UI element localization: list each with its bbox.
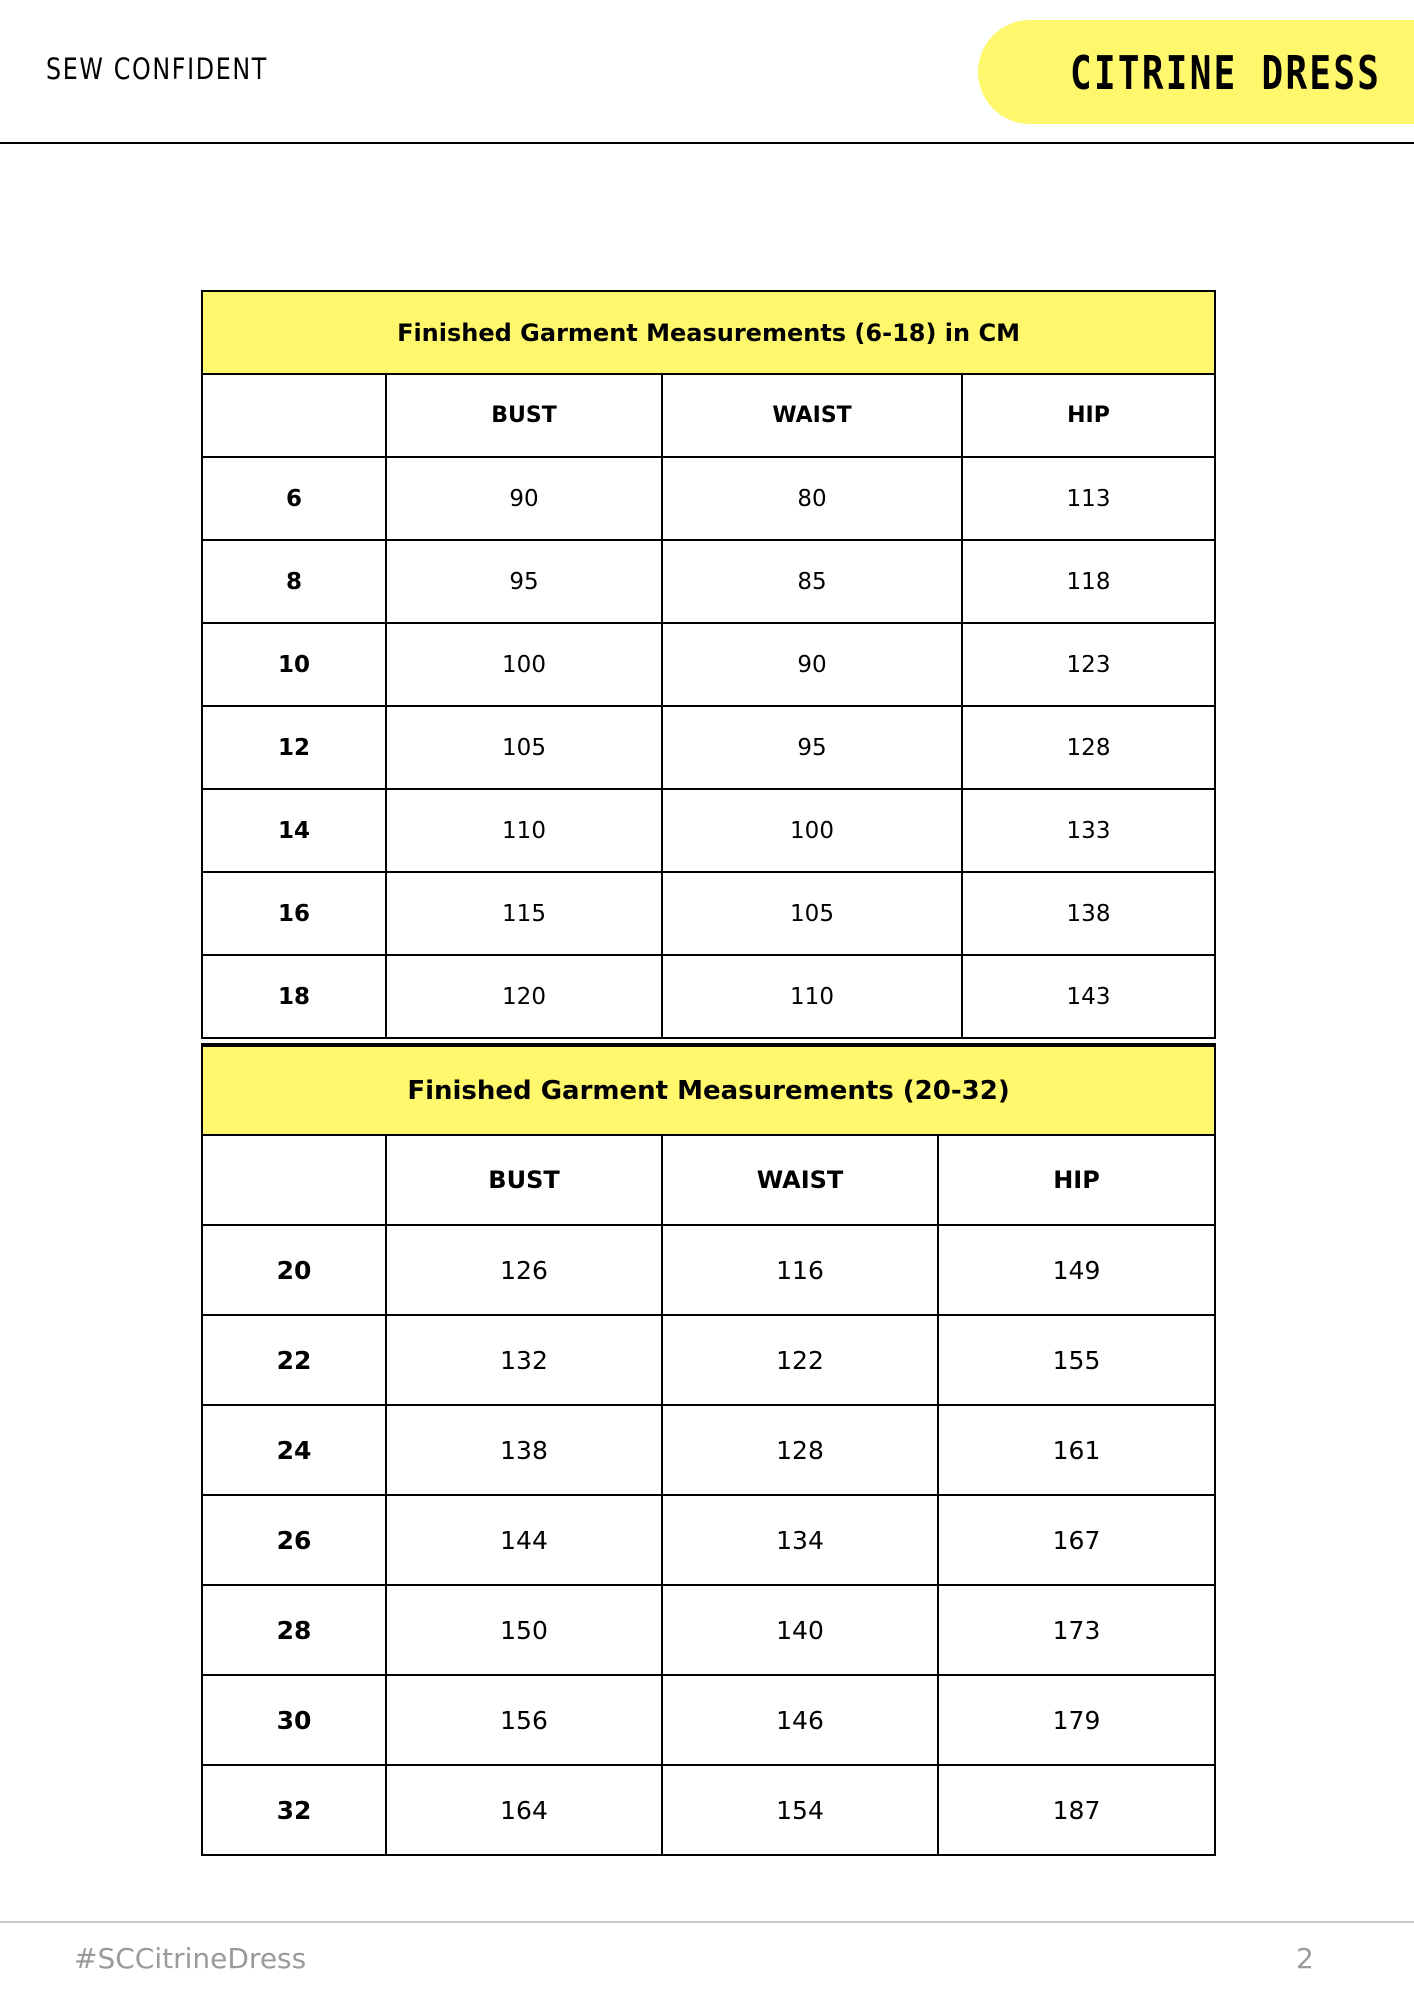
waist-cell: 80 bbox=[662, 457, 962, 540]
waist-cell: 134 bbox=[662, 1495, 938, 1585]
measurements-table-6-18 bbox=[201, 290, 1216, 1039]
waist-cell: 100 bbox=[662, 789, 962, 872]
bust-cell: 100 bbox=[386, 623, 662, 706]
column-header-hip: HIP bbox=[938, 1135, 1215, 1225]
hip-cell: 113 bbox=[962, 457, 1215, 540]
column-header-bust: BUST bbox=[386, 1135, 662, 1225]
bust-cell: 90 bbox=[386, 457, 662, 540]
hip-cell: 167 bbox=[938, 1495, 1215, 1585]
hip-cell: 173 bbox=[938, 1585, 1215, 1675]
footer-hashtag: #SCCitrineDress bbox=[74, 1942, 307, 1975]
hip-cell: 123 bbox=[962, 623, 1215, 706]
size-cell: 24 bbox=[202, 1405, 386, 1495]
bust-cell: 120 bbox=[386, 955, 662, 1038]
table-row bbox=[202, 623, 1215, 706]
bust-cell: 156 bbox=[386, 1675, 662, 1765]
hip-cell: 138 bbox=[962, 872, 1215, 955]
footer-divider bbox=[0, 1921, 1414, 1923]
table-caption-row bbox=[202, 291, 1215, 374]
waist-cell: 105 bbox=[662, 872, 962, 955]
size-cell: 32 bbox=[202, 1765, 386, 1855]
table-row bbox=[202, 1495, 1215, 1585]
table-row bbox=[202, 955, 1215, 1038]
hip-cell: 128 bbox=[962, 706, 1215, 789]
waist-cell: 90 bbox=[662, 623, 962, 706]
bust-cell: 126 bbox=[386, 1225, 662, 1315]
hip-cell: 161 bbox=[938, 1405, 1215, 1495]
size-cell: 8 bbox=[202, 540, 386, 623]
size-cell: 10 bbox=[202, 623, 386, 706]
waist-cell: 95 bbox=[662, 706, 962, 789]
size-cell: 18 bbox=[202, 955, 386, 1038]
bust-cell: 138 bbox=[386, 1405, 662, 1495]
waist-cell: 122 bbox=[662, 1315, 938, 1405]
hip-cell: 149 bbox=[938, 1225, 1215, 1315]
hip-cell: 133 bbox=[962, 789, 1215, 872]
bust-cell: 105 bbox=[386, 706, 662, 789]
size-cell: 16 bbox=[202, 872, 386, 955]
page-number: 2 bbox=[1296, 1942, 1314, 1975]
table-caption: Finished Garment Measurements (6-18) in CM bbox=[202, 291, 1215, 374]
waist-cell: 154 bbox=[662, 1765, 938, 1855]
hip-cell: 187 bbox=[938, 1765, 1215, 1855]
size-cell: 22 bbox=[202, 1315, 386, 1405]
table-row bbox=[202, 789, 1215, 872]
column-header-size bbox=[202, 374, 386, 457]
table-row bbox=[202, 872, 1215, 955]
size-cell: 30 bbox=[202, 1675, 386, 1765]
table-header-row bbox=[202, 374, 1215, 457]
pattern-title-banner bbox=[978, 20, 1414, 124]
table-row bbox=[202, 1405, 1215, 1495]
measurements-table-20-32 bbox=[201, 1043, 1216, 1856]
table-row bbox=[202, 457, 1215, 540]
column-header-waist: WAIST bbox=[662, 1135, 938, 1225]
waist-cell: 85 bbox=[662, 540, 962, 623]
brand-name: SEW CONFIDENT bbox=[46, 52, 268, 86]
waist-cell: 128 bbox=[662, 1405, 938, 1495]
size-cell: 6 bbox=[202, 457, 386, 540]
table-caption-row bbox=[202, 1045, 1215, 1135]
header-divider bbox=[0, 142, 1414, 144]
bust-cell: 144 bbox=[386, 1495, 662, 1585]
bust-cell: 150 bbox=[386, 1585, 662, 1675]
size-cell: 28 bbox=[202, 1585, 386, 1675]
hip-cell: 155 bbox=[938, 1315, 1215, 1405]
column-header-size bbox=[202, 1135, 386, 1225]
bust-cell: 164 bbox=[386, 1765, 662, 1855]
hip-cell: 179 bbox=[938, 1675, 1215, 1765]
hip-cell: 143 bbox=[962, 955, 1215, 1038]
table-header-row bbox=[202, 1135, 1215, 1225]
table-row bbox=[202, 1225, 1215, 1315]
size-cell: 14 bbox=[202, 789, 386, 872]
table-row bbox=[202, 1585, 1215, 1675]
bust-cell: 132 bbox=[386, 1315, 662, 1405]
table-caption: Finished Garment Measurements (20-32) bbox=[202, 1045, 1215, 1135]
column-header-waist: WAIST bbox=[662, 374, 962, 457]
bust-cell: 110 bbox=[386, 789, 662, 872]
column-header-hip: HIP bbox=[962, 374, 1215, 457]
pattern-title: CITRINE DRESS bbox=[1070, 46, 1382, 100]
size-cell: 20 bbox=[202, 1225, 386, 1315]
hip-cell: 118 bbox=[962, 540, 1215, 623]
table-row bbox=[202, 1675, 1215, 1765]
table-row bbox=[202, 1315, 1215, 1405]
size-cell: 12 bbox=[202, 706, 386, 789]
waist-cell: 146 bbox=[662, 1675, 938, 1765]
waist-cell: 110 bbox=[662, 955, 962, 1038]
bust-cell: 115 bbox=[386, 872, 662, 955]
bust-cell: 95 bbox=[386, 540, 662, 623]
table-row bbox=[202, 1765, 1215, 1855]
table-row bbox=[202, 540, 1215, 623]
waist-cell: 140 bbox=[662, 1585, 938, 1675]
waist-cell: 116 bbox=[662, 1225, 938, 1315]
column-header-bust: BUST bbox=[386, 374, 662, 457]
size-cell: 26 bbox=[202, 1495, 386, 1585]
table-row bbox=[202, 706, 1215, 789]
